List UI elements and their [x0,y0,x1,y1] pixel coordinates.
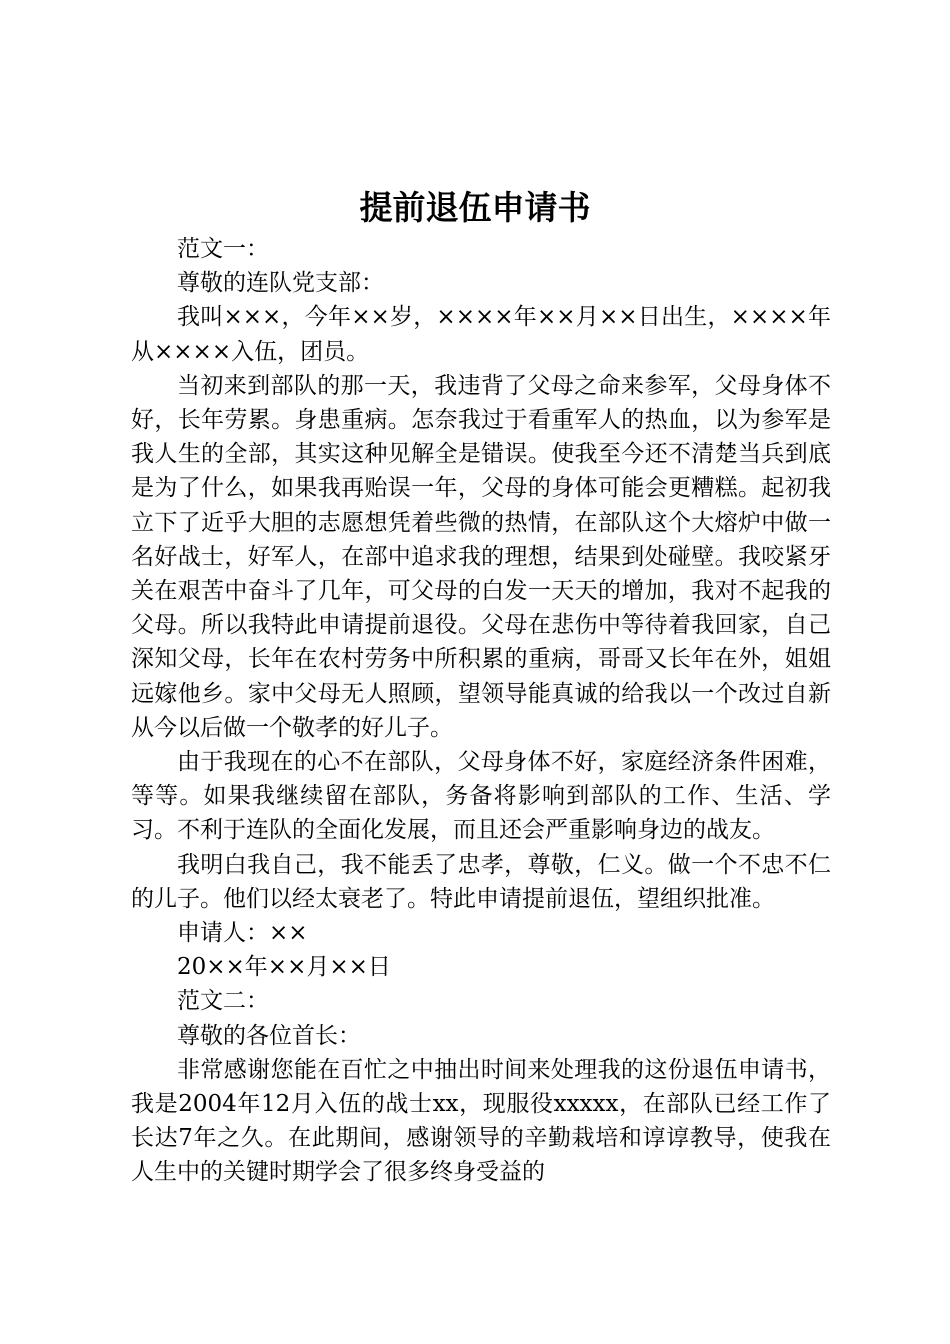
paragraph-salutation-two: 尊敬的各位首长： [177,1022,361,1049]
paragraph-background: 当初来到部队的那一天，我违背了父母之命来参军，父母身体不好，长年劳累。身患重病。怎奈我过于看重军人的热血，以为参军是我人生的全部，其实这种见解全是错误。使我至今还不清楚当兵到底是为了什么，如果我再贻误一年，父母的身体可能会更糟糕。起初我立下了近乎大胆的志愿想凭着些微的热情，在部队这个大熔炉中做一名好战士，好军人，在部中追求我的理想，结果到处碰壁。我咬紧牙关在艰苦中奋斗了几年，可父母的白发一天天的增加，我对不起我的父母。所以我特此申请提前退役。父母在悲伤中等待着我回家，自己深知父母，长年在农村劳务中所积累的重病，哥哥又长年在外，姐姐远嫁他乡。家中父母无人照顾，望领导能真诚的给我以一个改过自新从今以后做一个敬孝的好儿子。 [131,372,831,741]
paragraph-sample-two-body: 非常感谢您能在百忙之中抽出时间来处理我的这份退伍申请书，我是2004年12月入伍的战士xx，现服役xxxxx，在部队已经工作了长达7年之久。在此期间，感谢领导的辛勤栽培和谆谆教导，使我在人生中的关键时期学会了很多终身受益的 [131,1056,831,1186]
paragraph-reasons: 由于我现在的心不在部队，父母身体不好，家庭经济条件困难，等等。如果我继续留在部队，务备将影响到部队的工作、生活、学习。不利于连队的全面化发展，而且还会严重影响身边的战友。 [131,749,831,844]
paragraph-applicant: 申请人：×× [177,920,308,947]
paragraph-salutation-one: 尊敬的连队党支部： [177,270,384,297]
paragraph-date: 20××年××月××日 [177,954,391,981]
document-body [131,232,831,1190]
paragraph-request: 我明白我自己，我不能丢了忠孝，尊敬，仁义。做一个不忠不仁的儿子。他们以经太衰老了。特此申请提前退伍，望组织批准。 [131,851,831,912]
paragraph-sample-one-heading: 范文一： [177,236,269,262]
paragraph-sample-two-heading: 范文二： [177,988,269,1015]
document-title: 提前退伍申请书 [359,188,591,227]
paragraph-self-introduction: 我叫×××，今年××岁，××××年××月××日出生，××××年从××××入伍，团员。 [131,304,831,365]
